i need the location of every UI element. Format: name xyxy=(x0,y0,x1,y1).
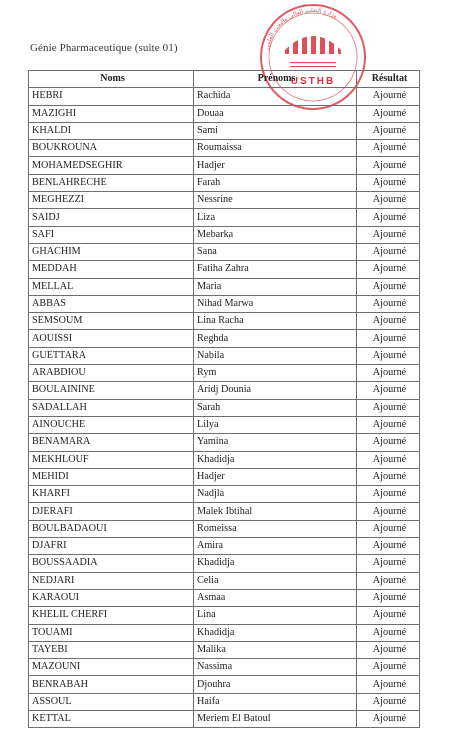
table-row xyxy=(29,261,420,278)
table-row xyxy=(29,365,420,382)
cell-resultat: Ajourné xyxy=(357,157,420,174)
cell-resultat: Ajourné xyxy=(357,88,420,105)
cell-resultat: Ajourné xyxy=(357,347,420,364)
cell-nom: DJAFRI xyxy=(29,538,194,555)
cell-nom: SEMSOUM xyxy=(29,313,194,330)
cell-nom: KHELIL CHERFI xyxy=(29,607,194,624)
cell-nom: SADALLAH xyxy=(29,399,194,416)
cell-prenom: Khadidja xyxy=(194,555,357,572)
table-row xyxy=(29,174,420,191)
cell-prenom: Nassima xyxy=(194,659,357,676)
cell-prenom: Sana xyxy=(194,243,357,260)
cell-resultat: Ajourné xyxy=(357,105,420,122)
table-row xyxy=(29,105,420,122)
stamp-ring-text: وزارة التعليم العالي والبحث العلمي xyxy=(263,6,339,51)
table-row xyxy=(29,226,420,243)
cell-nom: BOULAININE xyxy=(29,382,194,399)
cell-resultat: Ajourné xyxy=(357,503,420,520)
cell-prenom: Malek Ibtihal xyxy=(194,503,357,520)
cell-resultat: Ajourné xyxy=(357,365,420,382)
table-row xyxy=(29,486,420,503)
cell-prenom: Rachida xyxy=(194,88,357,105)
cell-resultat: Ajourné xyxy=(357,607,420,624)
cell-nom: KHALDI xyxy=(29,122,194,139)
cell-nom: BOULBADAOUI xyxy=(29,520,194,537)
cell-prenom: Roumaissa xyxy=(194,140,357,157)
cell-resultat: Ajourné xyxy=(357,451,420,468)
cell-nom: MEHIDI xyxy=(29,468,194,485)
cell-resultat: Ajourné xyxy=(357,278,420,295)
cell-prenom: Lilya xyxy=(194,416,357,433)
cell-nom: BENAMARA xyxy=(29,434,194,451)
cell-resultat: Ajourné xyxy=(357,624,420,641)
cell-prenom: Khadidja xyxy=(194,624,357,641)
table-row xyxy=(29,330,420,347)
table-row xyxy=(29,347,420,364)
cell-nom: MELLAL xyxy=(29,278,194,295)
cell-prenom: Maria xyxy=(194,278,357,295)
cell-prenom: Malika xyxy=(194,641,357,658)
cell-prenom: Djouhra xyxy=(194,676,357,693)
cell-nom: HEBRI xyxy=(29,88,194,105)
cell-prenom: Fatiha Zahra xyxy=(194,261,357,278)
cell-prenom: Reghda xyxy=(194,330,357,347)
cell-resultat: Ajourné xyxy=(357,693,420,710)
cell-resultat: Ajourné xyxy=(357,399,420,416)
cell-prenom: Sarah xyxy=(194,399,357,416)
table-row xyxy=(29,434,420,451)
cell-nom: MOHAMEDSEGHIR xyxy=(29,157,194,174)
cell-prenom: Lina xyxy=(194,607,357,624)
cell-nom: GHACHIM xyxy=(29,243,194,260)
cell-prenom: Khadidja xyxy=(194,451,357,468)
cell-prenom: Nadjla xyxy=(194,486,357,503)
cell-nom: KHARFI xyxy=(29,486,194,503)
cell-nom: KARAOUI xyxy=(29,589,194,606)
table-row xyxy=(29,140,420,157)
cell-nom: AOUISSI xyxy=(29,330,194,347)
cell-resultat: Ajourné xyxy=(357,589,420,606)
cell-prenom: Meriem El Batoul xyxy=(194,710,357,727)
table-row xyxy=(29,451,420,468)
cell-resultat: Ajourné xyxy=(357,641,420,658)
cell-prenom: Haifa xyxy=(194,693,357,710)
results-table xyxy=(28,70,420,728)
header-noms: Noms xyxy=(29,71,194,88)
table-row xyxy=(29,416,420,433)
cell-nom: TAYEBI xyxy=(29,641,194,658)
cell-prenom: Douaa xyxy=(194,105,357,122)
cell-resultat: Ajourné xyxy=(357,192,420,209)
cell-nom: SAIDJ xyxy=(29,209,194,226)
cell-resultat: Ajourné xyxy=(357,486,420,503)
cell-resultat: Ajourné xyxy=(357,226,420,243)
cell-resultat: Ajourné xyxy=(357,520,420,537)
table-row xyxy=(29,503,420,520)
cell-nom: GUETTARA xyxy=(29,347,194,364)
cell-resultat: Ajourné xyxy=(357,572,420,589)
cell-prenom: Aridj Dounia xyxy=(194,382,357,399)
cell-nom: MEKHLOUF xyxy=(29,451,194,468)
cell-prenom: Hadjer xyxy=(194,468,357,485)
cell-resultat: Ajourné xyxy=(357,434,420,451)
table-row xyxy=(29,399,420,416)
table-row xyxy=(29,520,420,537)
cell-prenom: Romeissa xyxy=(194,520,357,537)
stamp-label: USTHB xyxy=(290,76,336,87)
table-row xyxy=(29,382,420,399)
table-row xyxy=(29,710,420,727)
table-body xyxy=(29,88,420,728)
document-title: Génie Pharmaceutique (suite 01) xyxy=(30,42,178,54)
cell-nom: MEGHEZZI xyxy=(29,192,194,209)
cell-resultat: Ajourné xyxy=(357,538,420,555)
table-row xyxy=(29,122,420,139)
cell-resultat: Ajourné xyxy=(357,243,420,260)
table-row xyxy=(29,243,420,260)
cell-prenom: Lina Racha xyxy=(194,313,357,330)
cell-resultat: Ajourné xyxy=(357,261,420,278)
cell-nom: SAFI xyxy=(29,226,194,243)
cell-nom: ABBAS xyxy=(29,295,194,312)
table-row xyxy=(29,88,420,105)
table-row xyxy=(29,538,420,555)
table-row xyxy=(29,313,420,330)
cell-prenom: Mebarka xyxy=(194,226,357,243)
cell-resultat: Ajourné xyxy=(357,174,420,191)
cell-prenom: Sami xyxy=(194,122,357,139)
cell-nom: KETTAL xyxy=(29,710,194,727)
cell-nom: MEDDAH xyxy=(29,261,194,278)
table-row xyxy=(29,624,420,641)
cell-prenom: Farah xyxy=(194,174,357,191)
table-row xyxy=(29,693,420,710)
cell-resultat: Ajourné xyxy=(357,122,420,139)
cell-prenom: Nabila xyxy=(194,347,357,364)
cell-prenom: Rym xyxy=(194,365,357,382)
cell-prenom: Amira xyxy=(194,538,357,555)
table-row xyxy=(29,157,420,174)
cell-prenom: Hadjer xyxy=(194,157,357,174)
cell-resultat: Ajourné xyxy=(357,416,420,433)
cell-nom: AINOUCHE xyxy=(29,416,194,433)
table-row xyxy=(29,278,420,295)
table-row xyxy=(29,572,420,589)
cell-resultat: Ajourné xyxy=(357,710,420,727)
cell-resultat: Ajourné xyxy=(357,468,420,485)
cell-resultat: Ajourné xyxy=(357,313,420,330)
table-row xyxy=(29,589,420,606)
table-row xyxy=(29,295,420,312)
header-prenoms: Prénoms xyxy=(194,71,357,88)
cell-nom: NEDJARI xyxy=(29,572,194,589)
cell-prenom: Nessrine xyxy=(194,192,357,209)
cell-nom: TOUAMI xyxy=(29,624,194,641)
cell-nom: DJERAFI xyxy=(29,503,194,520)
cell-nom: BOUSSAADIA xyxy=(29,555,194,572)
table-row xyxy=(29,555,420,572)
cell-nom: MAZOUNI xyxy=(29,659,194,676)
table-row xyxy=(29,607,420,624)
cell-prenom: Asmaa xyxy=(194,589,357,606)
table-row xyxy=(29,676,420,693)
cell-resultat: Ajourné xyxy=(357,140,420,157)
cell-nom: ARABDIOU xyxy=(29,365,194,382)
cell-nom: BENLAHRECHE xyxy=(29,174,194,191)
cell-prenom: Celia xyxy=(194,572,357,589)
cell-nom: BENRABAH xyxy=(29,676,194,693)
cell-prenom: Yamina xyxy=(194,434,357,451)
cell-resultat: Ajourné xyxy=(357,295,420,312)
cell-prenom: Liza xyxy=(194,209,357,226)
cell-nom: MAZIGHI xyxy=(29,105,194,122)
header-resultat: Résultat xyxy=(357,71,420,88)
cell-resultat: Ajourné xyxy=(357,209,420,226)
cell-resultat: Ajourné xyxy=(357,659,420,676)
table-row xyxy=(29,468,420,485)
table-row xyxy=(29,192,420,209)
cell-resultat: Ajourné xyxy=(357,330,420,347)
table-row xyxy=(29,641,420,658)
table-header-row xyxy=(29,71,420,88)
cell-resultat: Ajourné xyxy=(357,555,420,572)
table-row xyxy=(29,659,420,676)
cell-resultat: Ajourné xyxy=(357,676,420,693)
cell-prenom: Nihad Marwa xyxy=(194,295,357,312)
cell-nom: ASSOUL xyxy=(29,693,194,710)
cell-nom: BOUKROUNA xyxy=(29,140,194,157)
table-row xyxy=(29,209,420,226)
cell-resultat: Ajourné xyxy=(357,382,420,399)
